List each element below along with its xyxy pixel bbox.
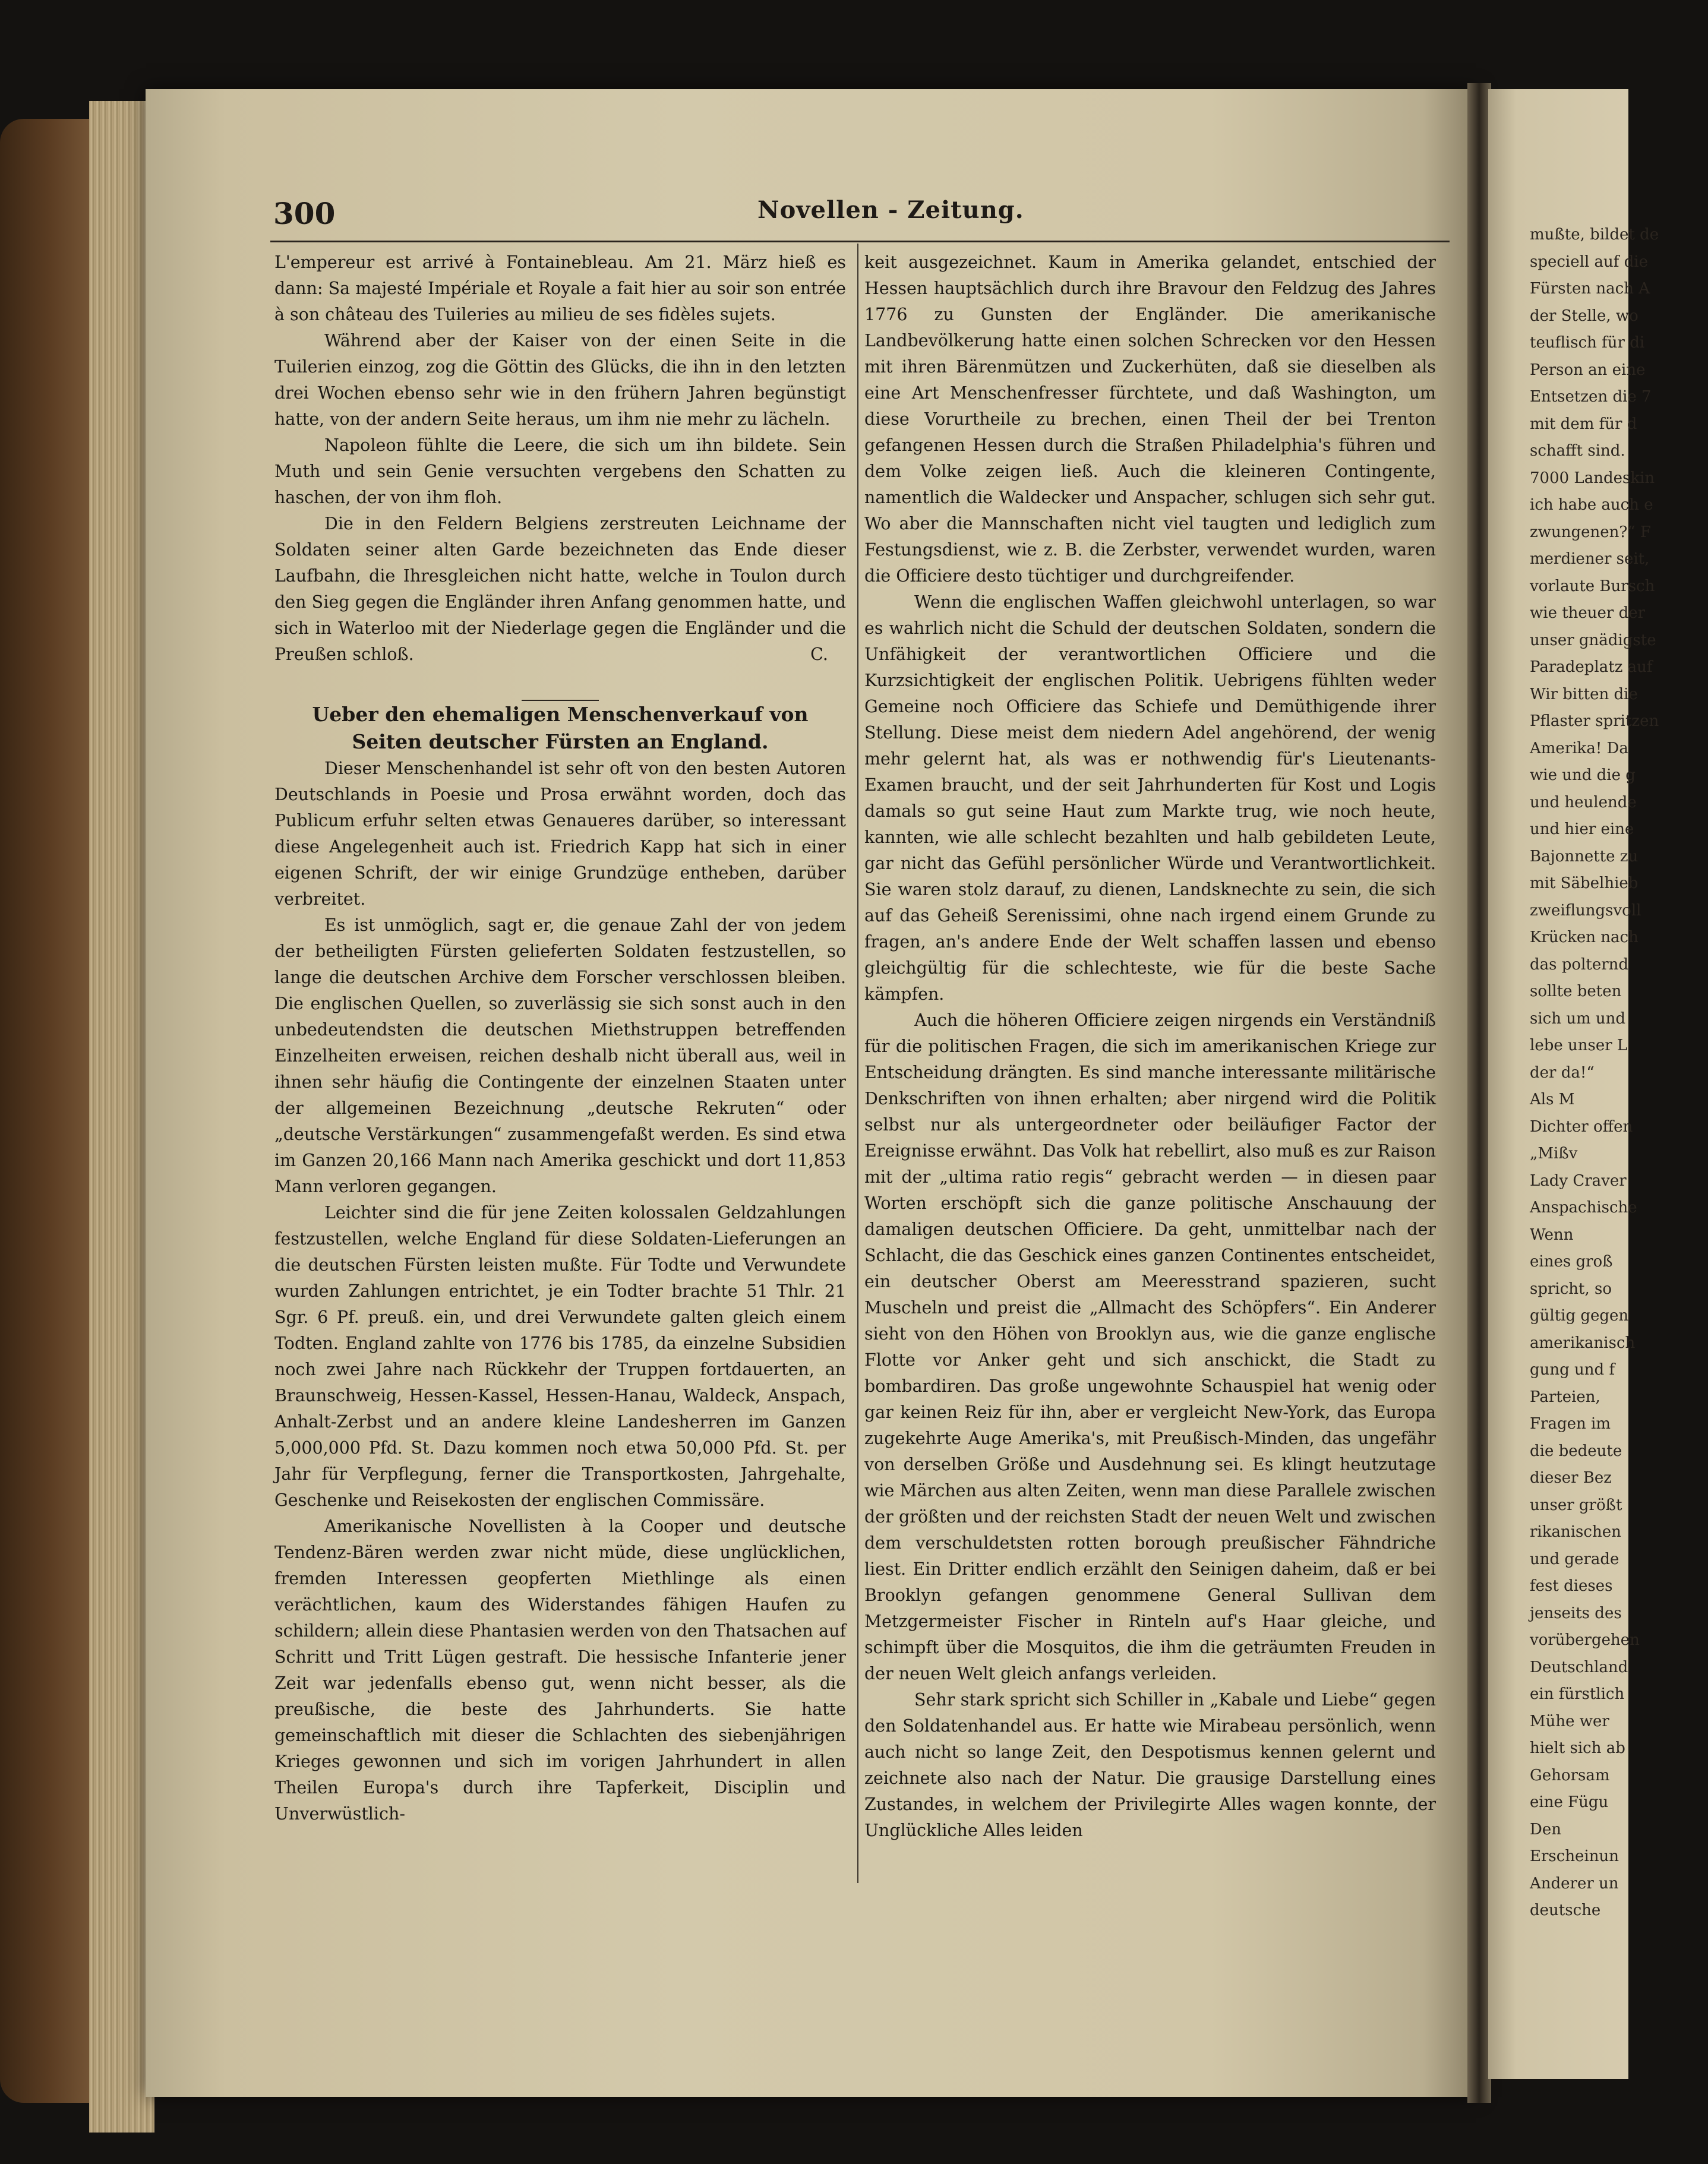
facing-page-line: unser größt — [1530, 1496, 1622, 1514]
facing-page-line: teuflisch für di — [1530, 334, 1645, 352]
facing-page-line: und gerade — [1530, 1550, 1619, 1568]
paragraph: Napoleon fühlte die Leere, die sich um ihn bildete. Sein Muth und sein Genie versuchten vergebens den Schatten zu haschen, der von ihm floh. — [274, 435, 846, 507]
facing-page-line: Wenn — [1530, 1225, 1574, 1244]
facing-page-line: wie und die g — [1530, 766, 1636, 784]
facing-page-line: Entsetzen die 7 — [1530, 388, 1652, 406]
facing-page-line: wie theuer der — [1530, 604, 1646, 622]
facing-page-line: lebe unser L — [1530, 1037, 1628, 1054]
facing-page-line: vorübergehen — [1530, 1631, 1640, 1649]
facing-page-line: Den — [1530, 1820, 1561, 1838]
signature: C. — [810, 645, 828, 664]
facing-page-line: dieser Bez — [1530, 1469, 1612, 1487]
facing-page-line: 7000 Landeskin — [1530, 469, 1655, 487]
facing-page-line: unser gnädigste — [1530, 631, 1656, 649]
facing-page-line: Mühe wer — [1530, 1712, 1609, 1730]
facing-page-line: Person an eine — [1530, 361, 1646, 379]
facing-page-line: Erscheinun — [1530, 1847, 1619, 1865]
facing-page-line: sollte beten — [1530, 983, 1622, 1000]
facing-page-line: rikanischen — [1530, 1523, 1621, 1541]
facing-page-line: jenseits des — [1530, 1604, 1622, 1622]
facing-page-line: hielt sich ab — [1530, 1739, 1625, 1757]
facing-page-line: und heulende — [1530, 793, 1637, 811]
facing-page-line: Pflaster spritzen — [1530, 712, 1659, 730]
facing-page-line: Dichter offen — [1530, 1117, 1633, 1136]
page-number: 300 — [273, 196, 336, 231]
facing-page-line: mußte, bildet de — [1530, 226, 1659, 244]
facing-page-line: speciell auf die — [1530, 252, 1649, 271]
facing-page-line: Als M — [1530, 1091, 1575, 1108]
paragraph: Sehr stark spricht sich Schiller in „Kabale und Liebe“ gegen den Soldatenhandel aus. Er hatte wie Mirabeau persönlich, wenn auch nicht so lange Zeit, den Despotismus kennen gelernt und zeichnete also nach der Natur. Die grausige Darstellung eines Zustandes, in welchem der Privilegirte Alles wagen konnte, der Unglückliche Alles leiden — [864, 1690, 1436, 1840]
header-rule — [270, 241, 1450, 242]
facing-page-line: Parteien, — [1530, 1388, 1600, 1406]
paragraph: Es ist unmöglich, sagt er, die genaue Zahl der von jedem der betheiligten Fürsten gelieferten Soldaten festzustellen, so lange die deutschen Archive dem Forscher verschlossen bleiben. Die englischen Quellen, so zuverlässig sie sich sonst auch in den unbedeutendsten die deutschen Miethstruppen betreffenden Einzelheiten erweisen, reichen deshalb nicht überall aus, weil in ihnen sehr häufig die Contingente der einzelnen Staaten unter der allgemeinen Bezeichnung „deutsche Rekruten“ oder „deutsche Verstärkungen“ zusammengefaßt werden. Es sind etwa im Ganzen 20,166 Mann nach Amerika geschickt und dort 11,853 Mann verloren gegangen. — [274, 915, 846, 1196]
facing-page-line: sich um und — [1530, 1009, 1626, 1028]
paragraph: Dieser Menschenhandel ist sehr oft von den besten Autoren Deutschlands in Poesie und Prosa erwähnt worden, doch das Publicum erfuhr selten etwas Genaueres darüber, so interessant diese Angelegenheit auch ist. Friedrich Kapp hat sich in einer eigenen Schrift, der wir einige Grundzüge entheben, darüber verbreitet. — [274, 759, 846, 909]
running-head: Novellen - Zeitung. — [757, 196, 1024, 224]
facing-page-line: Paradeplatz auf — [1530, 658, 1653, 676]
facing-page — [1488, 89, 1659, 2079]
paragraph: Auch die höheren Officiere zeigen nirgends ein Verständniß für die politischen Fragen, die sich im amerikanischen Kriege zur Entscheidung drängten. Es sind manche interessante militärische Denkschriften von ihnen erhalten; aber nirgend wird die Politik selbst nur als untergeordneter oder beiläufiger Factor der Ereignisse erwähnt. Das Volk hat rebellirt, also muß es zur Raison mit der „ultima ratio regis“ gebracht werden — in diesen paar Worten erschöpft sich die ganze politische Anschauung der damaligen deutschen Officiere. Da geht, unmittelbar nach der Schlacht, die das Geschick eines ganzen Continentes entscheidet, ein deutscher Oberst am Meeresstrand spazieren, sucht Muscheln und preist die „Allmacht des Schöpfers“. Ein Anderer sieht von den Höhen von Brooklyn aus, wie die ganze englische Flotte vor Anker geht und sich anschickt, die Stadt zu bombardiren. Das große ungewohnte Schauspiel hat wenig oder gar keinen Reiz für ihn, aber er vergleicht New-York, das Europa zugekehrte Auge Amerika's, mit Preußisch-Minden, das ungefähr von derselben Größe und Ausdehnung sei. Es klingt heutzutage wie Märchen aus alten Zeiten, wenn man diese Parallele zwischen der größten und der reichsten Stadt der neuen Welt und zwischen dem verschuldetsten rotten borough preußischer Fähndriche liest. Ein Dritter endlich erzählt den Seinigen daheim, daß er bei Brooklyn gefangen genommene General Sullivan dem Metzgermeister Fischer in Rinteln auf's Haar gleiche, und schimpft über die Mosquitos, die ihm die geträumten Freuden in der neuen Welt gleich anfangs verleiden. — [864, 1010, 1436, 1683]
facing-page-line: fest dieses — [1530, 1577, 1613, 1595]
facing-page-line: Deutschland — [1530, 1658, 1628, 1676]
left-column — [274, 249, 846, 1827]
facing-page-line: mit dem für d — [1530, 415, 1637, 433]
facing-page-line: amerikanisch — [1530, 1334, 1636, 1352]
paragraph: keit ausgezeichnet. Kaum in Amerika gelandet, entschied der Hessen hauptsächlich durch ihre Bravour den Feldzug des Jahres 1776 zu Gunsten der Engländer. Die amerikanische Landbevölkerung hatte einen solchen Schrecken vor den Hessen mit ihren Bärenmützen und Zuckerhüten, daß sie dieselben als eine Art Menschenfresser fürchtete, und daß Washington, um diese Vorurtheile zu brechen, einen Theil der bei Trenton gefangenen Hessen durch die Straßen Philadelphia's führen und dem Volke zeigen ließ. Auch die kleineren Contingente, namentlich die Waldecker und Anspacher, schlugen sich sehr gut. Wo aber die Mannschaften nicht viel taugten und lediglich zum Festungsdienst, wie z. B. die Zerbster, verwendet wurden, waren die Officiere desto tüchtiger und durchgreifender. — [864, 252, 1436, 586]
page-stack — [89, 101, 154, 2133]
facing-page-line: Anspachische — [1530, 1199, 1637, 1217]
facing-page-line: zwungenen?“ F — [1530, 523, 1651, 541]
facing-page-line: Amerika! Da — [1530, 739, 1628, 757]
facing-page-line: Lady Craver — [1530, 1171, 1627, 1190]
facing-page-line: mit Säbelhieb — [1530, 874, 1638, 892]
facing-page-line: eine Fügu — [1530, 1793, 1609, 1811]
facing-page-line: Gehorsam — [1530, 1766, 1610, 1784]
paragraph: Wenn die englischen Waffen gleichwohl unterlagen, so war es wahrlich nicht die Schuld der deutschen Soldaten, sondern die Unfähigkeit der verantwortlichen Officiere und die Kurzsichtigkeit der englischen Politik. Uebrigens fühlten weder Gemeine noch Officiere das Schiefe und Demüthigende ihrer Stellung. Diese meist dem niedern Adel angehörend, der wenig mehr gelernt hat, als was er nothwendig für's Lieutenants-Examen braucht, und der seit Jahrhunderten für Kost und Logis damals so gut seine Haut zum Markte trug, wie noch heute, kannten, wie alle schlecht bezahlten und halb gebildeten Leute, gar nicht das Gefühl persönlicher Würde und Verantwortlichkeit. Sie waren stolz darauf, zu dienen, Landsknechte zu sein, die sich auf das Geheiß Serenissimi, ohne nach irgend einem Grunde zu fragen, an's andere Ende der Welt schaffen lassen und ebenso gleichgültig für die schlechteste, wie für die beste Sache kämpfen. — [864, 592, 1436, 1004]
article-title: Ueber den ehemaligen Menschenverkauf von Seiten deutscher Fürsten an England. — [312, 703, 809, 753]
facing-page-line: Wir bitten die — [1530, 685, 1638, 703]
facing-page-line: der da!“ — [1530, 1063, 1595, 1082]
facing-page-line: schafft sind. — [1530, 442, 1625, 460]
facing-page-line: ich habe auch e — [1530, 496, 1653, 514]
paragraph: Die in den Feldern Belgiens zerstreuten Leichname der Soldaten seiner alten Garde bezeichneten das Ende dieser Laufbahn, die Ihresgleichen nicht hatte, welche in Toulon durch den Sieg gegen die Engländer ihren Anfang genommen hatte, und sich in Waterloo mit der Niederlage gegen die Engländer und die Preußen schloß. — [274, 514, 846, 664]
facing-page-line: Fürsten nach A — [1530, 280, 1650, 298]
paragraph: Während aber der Kaiser von der einen Seite in die Tuilerien einzog, zog die Göttin des Glücks, die ihn in den letzten drei Wochen ebenso sehr wie in den frühern Jahren begünstigt hatte, von der andern Seite heraus, um ihm nie mehr zu lächeln. — [274, 331, 846, 429]
facing-page-line: gültig gegen — [1530, 1307, 1629, 1325]
facing-page-line: Bajonnette zu — [1530, 847, 1638, 865]
facing-page-line: und hier eine — [1530, 820, 1634, 838]
facing-page-line: spricht, so — [1530, 1280, 1612, 1298]
paragraph: L'empereur est arrivé à Fontainebleau. Am 21. März hieß es dann: Sa majesté Impériale et Royale a fait hier au soir son entrée à son château des Tuileries au milieu de ses fidèles sujets. — [274, 252, 846, 324]
gutter — [1467, 83, 1491, 2103]
facing-page-line: eines groß — [1530, 1253, 1613, 1271]
facing-page-line: das polternd — [1530, 955, 1629, 974]
facing-page-line: merdiener seit, — [1530, 550, 1650, 568]
facing-page-line: deutsche — [1530, 1901, 1601, 1919]
facing-page-line: „Mißv — [1530, 1145, 1578, 1162]
paragraph: Amerikanische Novellisten à la Cooper und deutsche Tendenz-Bären werden zwar nicht müde, diese unglücklichen, fremden Interessen geopferten Miethlinge als einen verächtlichen, kaum des Widerstandes fähigen Haufen zu schildern; allein diese Phantasien werden von den Thatsachen auf Schritt und Tritt Lügen gestraft. Die hessische Infanterie jener Zeit war jedenfalls ebenso gut, wenn nicht besser, als die preußische, die beste des Jahrhunderts. Sie hatte gemeinschaftlich mit dieser die Schlachten des siebenjährigen Krieges gewonnen und sich im vorigen Jahrhundert in allen Theilen Europa's durch ihre Tapferkeit, Disciplin und Unverwüstlich- — [274, 1517, 846, 1824]
facing-page-line: ein fürstlich — [1530, 1685, 1625, 1703]
facing-page-line: Fragen im — [1530, 1415, 1611, 1433]
facing-page-line: gung und f — [1530, 1361, 1615, 1379]
facing-page-line: vorlaute Bursch — [1530, 577, 1655, 595]
column-rule — [857, 244, 858, 1883]
paragraph: Leichter sind die für jene Zeiten kolossalen Geldzahlungen festzustellen, welche England für diese Soldaten-Lieferungen an die deutschen Fürsten leisten mußte. Für Todte und Verwundete wurden Zahlungen entrichtet, je ein Todter brachte 51 Thlr. 21 Sgr. 6 Pf. preuß. ein, und drei Verwundete galten gleich einem Todten. England zahlte von 1776 bis 1785, da einzelne Subsidien noch zwei Jahre nach Rückkehr der Truppen fortdauerten, an Braunschweig, Hessen-Kassel, Hessen-Hanau, Waldeck, Anspach, Anhalt-Zerbst und an andere kleine Landesherren im Ganzen 5,000,000 Pfd. St. Dazu kommen noch etwa 50,000 Pfd. St. per Jahr für Verpflegung, ferner die Transportkosten, Jahrgehalte, Geschenke und Reisekosten der englischen Commissäre. — [274, 1203, 846, 1510]
facing-page-line: der Stelle, wo — [1530, 307, 1638, 325]
facing-page-line: Krücken nach — [1530, 928, 1638, 946]
facing-page-line: die bedeute — [1530, 1442, 1622, 1460]
facing-page-line: Anderer un — [1530, 1874, 1619, 1893]
right-column — [864, 249, 1436, 1844]
facing-page-line: zweiflungsvoll — [1530, 901, 1641, 920]
